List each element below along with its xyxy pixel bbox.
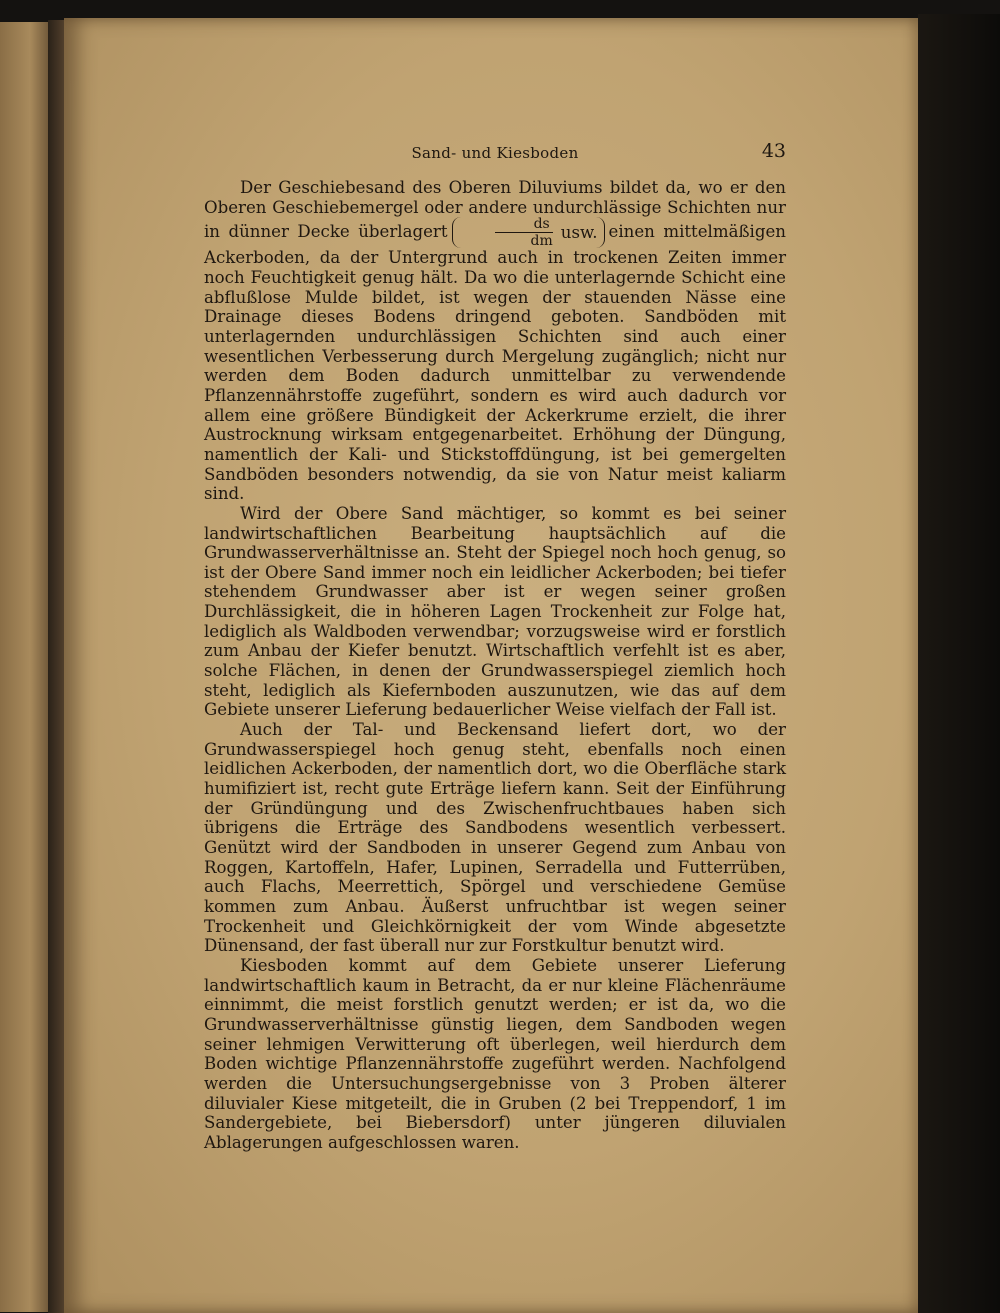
page-header	[204, 140, 786, 168]
paragraph-4: Kiesboden kommt auf dem Gebiete unserer Lieferung landwirtschaftlich kaum in Betracht, da er nur kleine Flächenräume einnimmt, die meist forstlich genutzt werden; er ist da, wo die Grundwasserverhältnisse günstig liegen, dem Sandboden wegen seiner lehmigen Verwitterung oft überlegen, weil hierdurch dem Boden wichtige Pflanzennährstoffe zugeführt werden. Nachfolgend werden die Untersuchungsergebnisse von 3 Proben älterer diluvialer Kiese mitgeteilt, die in Gruben (2 bei Treppendorf, 1 im Sandergebiete, bei Biebersdorf) unter jüngeren diluvialen Ablagerungen aufgeschlossen waren.	[204, 955, 786, 1152]
previous-page-edge	[0, 22, 50, 1312]
paragraph-3: Auch der Tal- und Beckensand liefert dort, wo der Grundwasserspiegel hoch genug steht, ebenfalls noch einen leidlichen Ackerboden, der namentlich dort, wo die Oberfläche stark humifiziert ist, recht gute Erträge liefern kann. Seit der Einführung der Gründüngung und des Zwischenfruchtbaues haben sich übrigens die Erträge des Sandbodens wesentlich verbessert. Genützt wird der Sandboden in unserer Gegend zum Anbau von Roggen, Kartoffeln, Hafer, Lupinen, Serradella und Futterrüben, auch Flachs, Meerrettich, Spörgel und verschiedene Gemüse kommen zum Anbau. Äußerst unfruchtbar ist wegen seiner Trockenheit und Gleichkörnigkeit der vom Winde abgesetzte Dünensand, der fast überall nur zur Forstkultur benutzt wird.	[204, 720, 786, 956]
paragraph-2: Wird der Obere Sand mächtiger, so kommt es bei seiner landwirtschaftlichen Bearbeitung hauptsächlich auf die Grundwasserverhältnisse an. Steht der Spiegel noch hoch genug, so ist der Obere Sand immer noch ein leidlicher Ackerboden; bei tiefer stehendem Grundwasser aber ist er wegen seiner großen Durchlässigkeit, die in höheren Lagen Trockenheit zur Folge hat, lediglich als Waldboden verwendbar; vorzugsweise wird er forstlich zum Anbau der Kiefer benutzt. Wirtschaftlich verfehlt ist es aber, solche Flächen, in denen der Grundwasserspiegel ziemlich hoch steht, lediglich als Kiefernboden auszunutzen, wie das auf dem Gebiete unserer Lieferung bedauerlicher Weise vielfach der Fall ist.	[204, 503, 786, 720]
scan-background	[918, 14, 1000, 1313]
page-number: 43	[761, 140, 786, 162]
fraction-numerator: ds	[495, 217, 553, 233]
paragraph-1-after: einen mittelmäßigen Ackerboden, da der Untergrund auch in trockenen Zeiten immer noch Feuchtigkeit genug hält. Da wo die unterlagernde Schicht eine abflußlose Mulde bildet, ist wegen der stauenden Nässe eine Drainage dieses Bodens dringend geboten. Sandböden mit unterlagernden undurchlässigen Schichten sind auch einer wesentlichen Verbesserung durch Mergelung zugänglich; nicht nur werden dem Boden dadurch unmittelbar zu verwendende Pflanzennährstoffe zugeführt, sondern es wird auch dadurch vor allem eine größere Bündigkeit der Ackerkrume erzielt, die ihrer Austrocknung wirksam entgegenarbeitet. Erhöhung der Düngung, namentlich der Kali- und Stickstoffdüngung, ist bei gemergelten Sandböden besonders notwendig, da sie von Natur meist kaliarm sind.	[204, 222, 786, 504]
fraction-ds-dm	[452, 217, 605, 248]
running-head: Sand- und Kiesboden	[411, 144, 579, 162]
paragraph-1	[204, 178, 786, 504]
fraction-suffix: usw.	[560, 222, 598, 242]
body-text	[204, 178, 786, 1153]
paragraph-1-before: Der Geschiebesand des Oberen Diluviums bildet da, wo er den Oberen Geschiebemergel oder andere undurchlässige Schichten nur in dünner Decke überlagert	[204, 178, 786, 242]
fraction-denominator: dm	[530, 233, 553, 250]
